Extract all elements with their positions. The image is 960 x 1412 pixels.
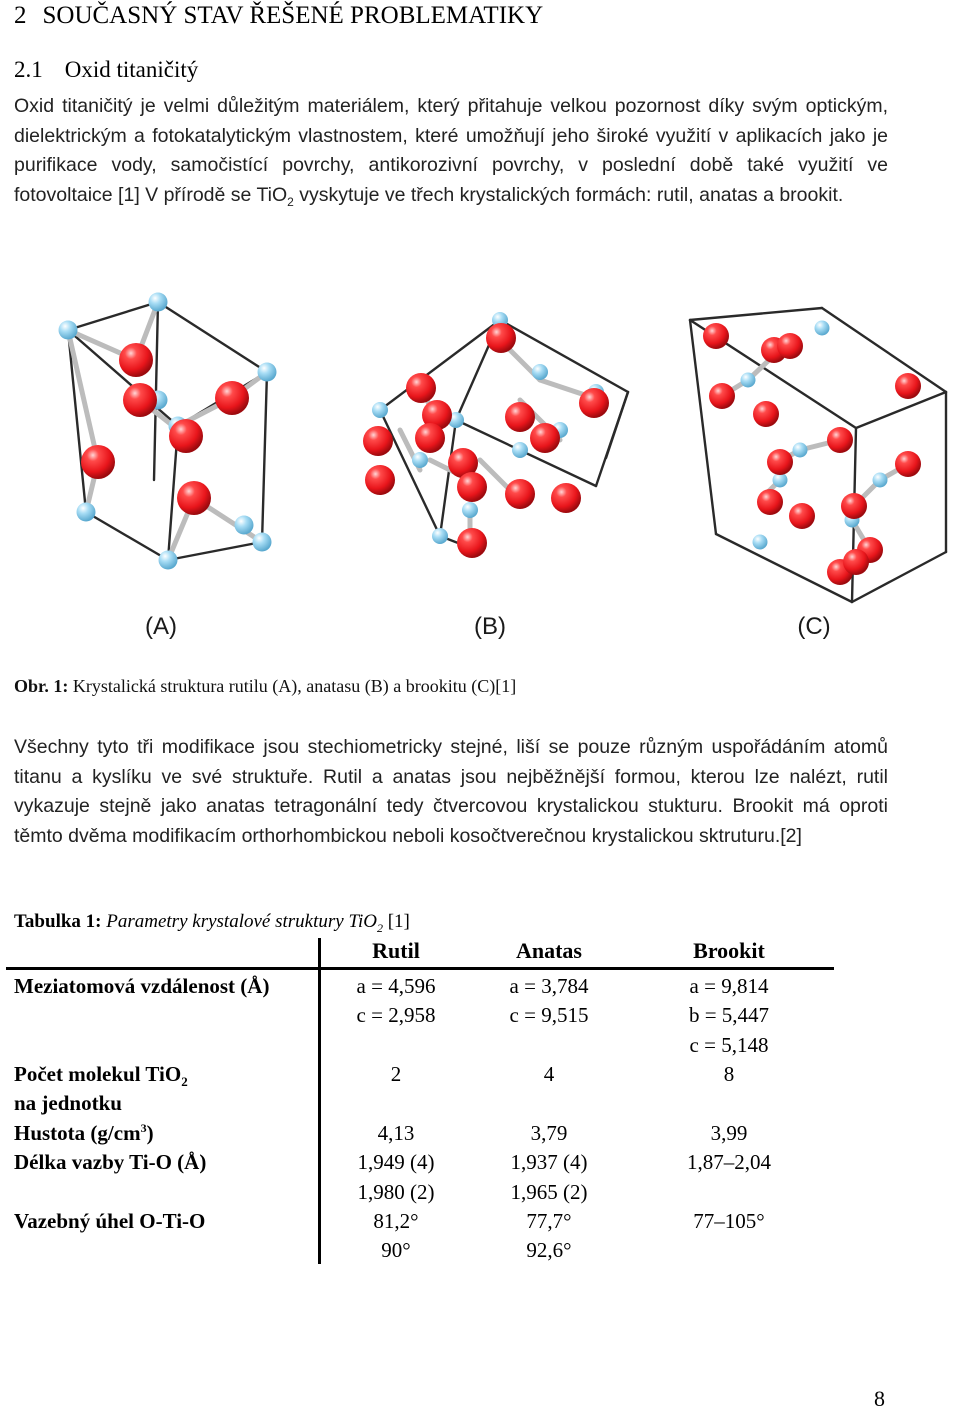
figure-label-b: (B): [474, 613, 506, 640]
intro-subscript: 2: [287, 194, 294, 209]
oxygen-atom: [81, 445, 115, 479]
cell-anatas-molecules: 4: [543, 1062, 555, 1086]
unit-cell-edge: [86, 512, 168, 560]
cell-brookit-bond: 1,87–2,04: [687, 1150, 771, 1174]
unit-cell-edge: [856, 392, 946, 428]
cell-rutil-c: c = 2,958: [356, 1003, 436, 1027]
cell-brookit-molecules: 8: [723, 1062, 735, 1086]
titanium-atom: [235, 516, 254, 535]
titanium-atom: [432, 528, 448, 544]
oxygen-atom: [753, 401, 779, 427]
oxygen-atom: [505, 402, 535, 432]
oxygen-atom: [119, 343, 153, 377]
cell-rutil-a: a = 4,596: [356, 974, 436, 998]
titanium-atom: [149, 293, 168, 312]
density-label-superscript: 3: [140, 1121, 147, 1135]
unit-cell-edge: [68, 330, 86, 512]
cell-brookit-c: c = 5,148: [689, 1033, 769, 1057]
header-rutil: Rutil: [372, 938, 420, 963]
intro-paragraph: [14, 92, 888, 210]
subsection-number: 2.1: [14, 57, 43, 82]
titanium-atom: [253, 533, 272, 552]
cell-anatas-density: 3,79: [530, 1121, 568, 1145]
oxygen-atom: [505, 479, 535, 509]
subsection-title: Oxid titaničitý: [64, 57, 199, 82]
oxygen-atom: [123, 383, 157, 417]
titanium-atom: [372, 402, 388, 418]
oxygen-atom: [177, 481, 211, 515]
cell-anatas-c: c = 9,515: [509, 1003, 589, 1027]
table-caption-ref: [1]: [382, 911, 410, 932]
unit-cell-edge: [690, 308, 822, 320]
subsection-heading: [14, 57, 198, 83]
oxygen-atom: [215, 381, 249, 415]
titanium-atom: [412, 452, 428, 468]
rutile-structure: [59, 293, 277, 570]
oxygen-atom: [767, 449, 793, 475]
unit-cell-edge: [690, 320, 716, 534]
oxygen-atom: [406, 373, 436, 403]
molecules-label-text: Počet molekul TiO: [14, 1062, 182, 1086]
cell-brookit-angle: 77–105°: [693, 1209, 765, 1233]
oxygen-atom: [457, 472, 487, 502]
oxygen-atom: [827, 427, 853, 453]
caption-label: Obr. 1:: [14, 676, 69, 696]
figure-label-c: (C): [797, 613, 831, 640]
brookite-structure: [690, 308, 946, 602]
titanium-atom: [532, 364, 548, 380]
oxygen-atom: [530, 423, 560, 453]
unit-cell-edge: [822, 308, 946, 392]
table-caption: [14, 911, 410, 933]
oxygen-atom: [457, 528, 487, 558]
cell-anatas-angle-1: 77,7°: [526, 1209, 572, 1233]
oxygen-atom: [757, 489, 783, 515]
oxygen-atom: [486, 323, 516, 353]
oxygen-atom: [365, 465, 395, 495]
figure-label-a: (A): [145, 613, 177, 640]
titanium-atom: [462, 502, 478, 518]
intro-text-a: Oxid titaničitý je velmi důležitým materiálem, který přitahuje velkou pozornost díky svým optickým, dielektrickým a fotokatalytickým vlastnostem, které umožňují jeho široké využití v aplikacích jako je purifikace vody, samočistící povrchy, antikorozivní povrchy, v poslední době také využití ve fotovoltaice [1] V přírodě se TiO: [14, 95, 888, 206]
oxygen-atom: [789, 503, 815, 529]
oxygen-atom: [895, 451, 921, 477]
unit-cell-edge: [380, 320, 500, 410]
row-label-bond: Délka vazby Ti-O (Å): [14, 1150, 207, 1174]
cell-rutil-bond-2: 1,980 (2): [357, 1180, 435, 1204]
table-caption-label: Tabulka 1:: [14, 911, 102, 932]
header-brookit: Brookit: [693, 938, 765, 963]
table-header-rule: [6, 967, 834, 970]
density-label-text: Hustota (g/cm: [14, 1121, 141, 1145]
cell-anatas-angle-2: 92,6°: [526, 1238, 572, 1262]
row-label-molecules: [14, 1062, 188, 1090]
intro-text-b: vyskytuje ve třech krystalických formách: rutil, anatas a brookit.: [293, 183, 844, 206]
cell-brookit-b: b = 5,447: [688, 1003, 770, 1027]
header-anatas: Anatas: [515, 938, 582, 963]
titanium-atom: [77, 503, 96, 522]
titanium-atom: [753, 535, 768, 550]
figure-caption: [14, 676, 516, 697]
row-label-angle: Vazebný úhel O-Ti-O: [14, 1209, 206, 1233]
molecules-label-subscript: 2: [181, 1074, 188, 1090]
unit-cell-edge: [168, 542, 262, 560]
oxygen-atom: [709, 383, 735, 409]
unit-cell-edge: [158, 302, 267, 372]
titanium-atom: [793, 443, 808, 458]
oxygen-atom: [551, 483, 581, 513]
unit-cell-edge: [262, 372, 267, 542]
unit-cell-edge: [606, 392, 628, 458]
titanium-atom: [873, 473, 888, 488]
caption-text: Krystalická struktura rutilu (A), anatasu (B) a brookitu (C)[1]: [68, 676, 517, 696]
cell-rutil-angle-2: 90°: [381, 1238, 411, 1262]
row-label-distance: Meziatomová vzdálenost (Å): [14, 974, 270, 998]
cell-brookit-a: a = 9,814: [689, 974, 769, 998]
anatase-structure: [363, 312, 628, 558]
oxygen-atom: [363, 426, 393, 456]
row-label-molecules-cont: na jednotku: [14, 1091, 122, 1115]
unit-cell-edge: [68, 302, 158, 330]
section-heading: [14, 2, 543, 30]
titanium-atom: [741, 373, 756, 388]
oxygen-atom: [843, 549, 869, 575]
table-caption-subscript: 2: [376, 920, 383, 935]
titanium-atom: [258, 363, 277, 382]
titanium-atom: [59, 321, 78, 340]
cell-rutil-molecules: 2: [390, 1062, 402, 1086]
modifications-paragraph: Všechny tyto tři modifikace jsou stechiometricky stejné, liší se pouze různým uspořádáním atomů titanu a kyslíku ve své struktuře. Rutil a anatas jsou nejběžnější formou, kterou lze nalézt, rutil vykazuje stejně jako anatas tetragonální tedy čtvercovou krystalickou stukturu. Brookit má oproti těmto dvěma modifikacím orthorhombickou neboli kosočtverečnou krystalickou sktruturu.[2]: [14, 736, 888, 847]
oxygen-atom: [777, 333, 803, 359]
cell-anatas-bond-2: 1,965 (2): [510, 1180, 588, 1204]
oxygen-atom: [895, 373, 921, 399]
oxygen-atom: [703, 323, 729, 349]
table-caption-text: Parametry krystalové struktury TiO: [101, 911, 377, 932]
cell-brookit-density: 3,99: [710, 1121, 748, 1145]
section-number: 2: [14, 2, 27, 29]
titanium-atom: [159, 551, 178, 570]
row-label-density: [14, 1121, 154, 1146]
crystal-parameters-table: [0, 938, 840, 1268]
density-label-close: ): [146, 1121, 154, 1145]
titanium-atom: [815, 321, 830, 336]
cell-anatas-bond-1: 1,937 (4): [510, 1150, 588, 1174]
titanium-atom: [512, 442, 528, 458]
cell-anatas-a: a = 3,784: [509, 974, 589, 998]
section-title: SOUČASNÝ STAV ŘEŠENÉ PROBLEMATIKY: [42, 2, 544, 29]
oxygen-atom: [841, 493, 867, 519]
oxygen-atom: [415, 423, 445, 453]
oxygen-atom: [579, 388, 609, 418]
cell-rutil-density: 4,13: [377, 1121, 415, 1145]
ti-o-bond: [68, 330, 98, 462]
cell-rutil-bond-1: 1,949 (4): [357, 1150, 435, 1174]
oxygen-atom: [169, 419, 203, 453]
page-number: 8: [874, 1386, 885, 1411]
crystal-structures-figure: [0, 280, 960, 650]
cell-rutil-angle-1: 81,2°: [373, 1209, 419, 1233]
